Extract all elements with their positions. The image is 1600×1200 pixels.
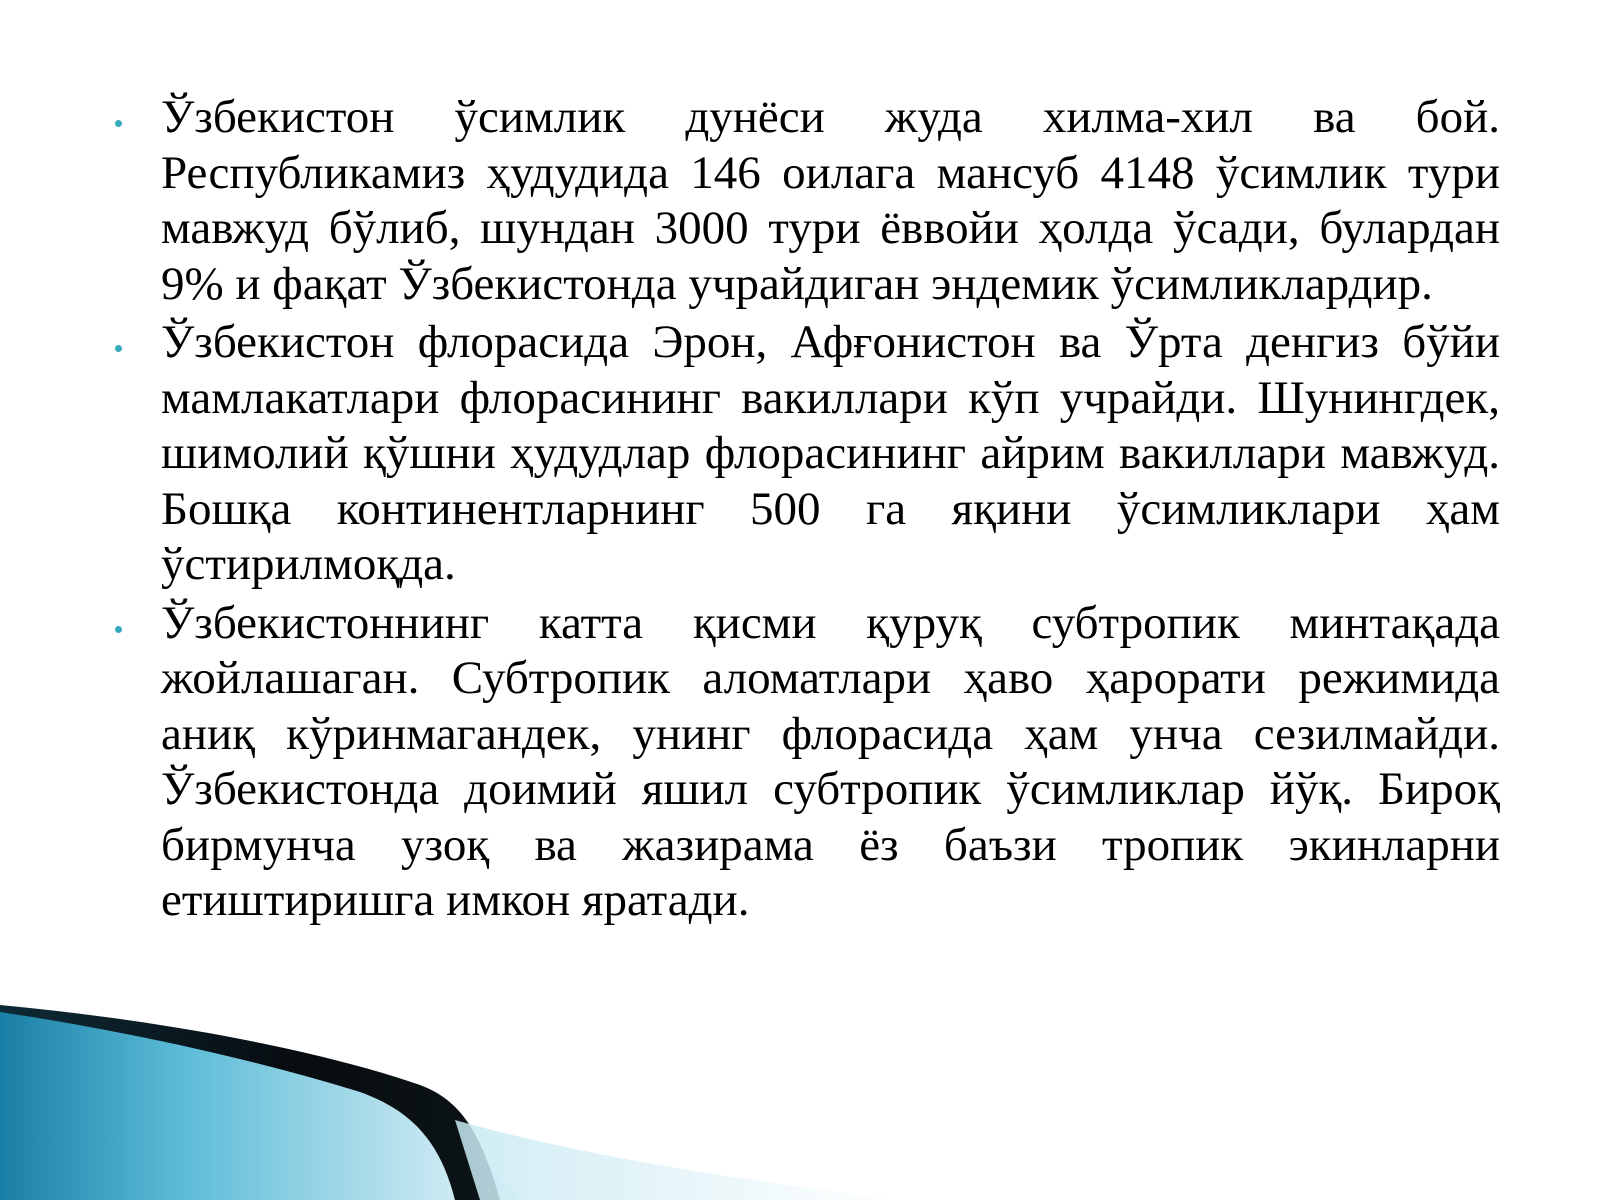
- slide-content: [115, 90, 1500, 932]
- bullet-text: Ўзбекистон ўсимлик дунёси жуда хилма-хил ва бой. Республикамиз ҳудудида 146 оилага мансуб 4148 ўсимлик тури мавжуд бўлиб, шундан 3000 тури ёввойи ҳолда ўсади, булардан 9% и фақат Ўзбекистонда учрайдиган эндемик ўсимликлардир.: [161, 91, 1500, 310]
- bullet-item: [115, 90, 1500, 312]
- bullet-item: [115, 315, 1500, 593]
- bullet-dot-icon: [115, 120, 122, 127]
- bullet-dot-icon: [115, 345, 122, 352]
- bullet-item: [115, 596, 1500, 929]
- bullet-list: [115, 90, 1500, 929]
- bullet-text: Ўзбекистоннинг катта қисми қуруқ субтропик минтақада жойлашаган. Субтропик аломатлари ҳаво ҳарорати режимида аниқ кўринмагандек, унинг флорасида ҳам унча сезилмайди. Ўзбекистонда доимий яшил субтропик ўсимликлар йўқ. Бироқ бирмунча узоқ ва жазирама ёз баъзи тропик экинларни етиштиришга имкон яратади.: [161, 596, 1500, 926]
- bullet-dot-icon: [115, 626, 122, 633]
- bullet-text: Ўзбекистон флорасида Эрон, Афғонистон ва Ўрта денгиз бўйи мамлакатлари флорасининг вакиллари кўп учрайди. Шунингдек, шимолий қўшни ҳудудлар флорасининг айрим вакиллари мавжуд. Бошқа континентларнинг 500 га яқини ўсимликлари ҳам ўстирилмоқда.: [161, 316, 1500, 590]
